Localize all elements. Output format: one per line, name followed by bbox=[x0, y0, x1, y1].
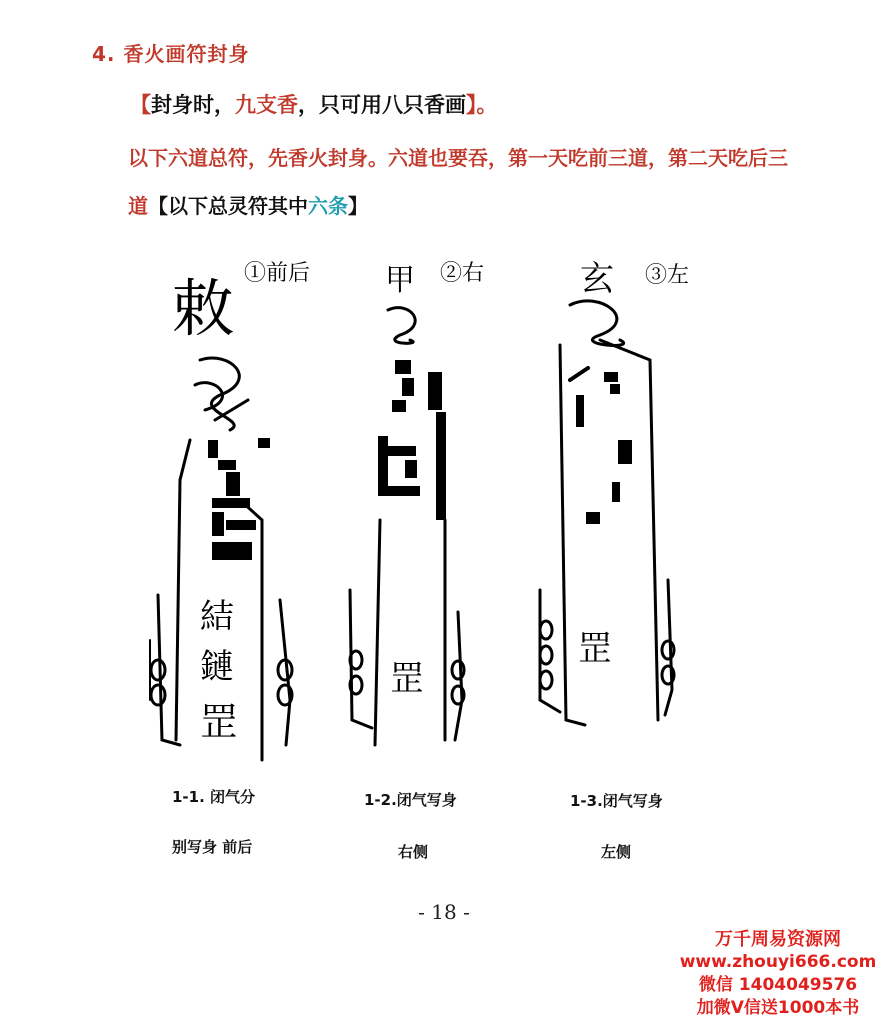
talisman-3-top-glyph: 玄 bbox=[580, 259, 614, 299]
talisman-1-label: ①前后 bbox=[244, 261, 311, 286]
caption-2-line-2: 右侧 bbox=[398, 843, 429, 861]
talisman-1 bbox=[150, 261, 310, 760]
talisman-2 bbox=[350, 261, 484, 745]
caption-1-line-2: 别写身 前后 bbox=[172, 838, 253, 856]
watermark-line-3: 微信 1404049576 bbox=[698, 975, 858, 995]
caption-2-line-1: 1-2.闭气写身 bbox=[364, 791, 457, 809]
talisman-1-mid-glyph: 結 bbox=[200, 597, 234, 637]
talisman-2-bottom-glyph: 罡 bbox=[390, 659, 424, 699]
instruction-text: 】 bbox=[348, 194, 368, 218]
instruction-text: 【以下总灵符其中 bbox=[148, 194, 308, 218]
talisman-3 bbox=[540, 259, 689, 725]
talisman-1-top-glyph: 敕 bbox=[172, 272, 235, 345]
page-number: - 18 - bbox=[418, 900, 470, 924]
talisman-2-top-glyph: 甲 bbox=[385, 263, 415, 298]
watermark bbox=[678, 928, 878, 1020]
talisman-1-bottom-glyph: 罡 bbox=[200, 700, 239, 744]
instruction-highlight: 道 bbox=[128, 194, 148, 218]
watermark-line-4: 加微V信送1000本书 bbox=[696, 998, 860, 1018]
watermark-line-2: www.zhouyi666.com bbox=[679, 952, 877, 972]
talisman-3-label: ③左 bbox=[645, 263, 690, 288]
watermark-line-1: 万千周易资源网 bbox=[715, 929, 841, 950]
caption-1-line-1: 1-1. 闭气分 bbox=[172, 788, 256, 806]
instruction-text: ，只可用八只香画 bbox=[298, 93, 466, 117]
instruction-text: 封身时， bbox=[151, 93, 235, 117]
talisman-3-bottom-glyph: 罡 bbox=[578, 629, 612, 669]
talisman-1-mid-glyph-2: 鏈 bbox=[200, 647, 234, 687]
instruction-highlight: 九支香 bbox=[235, 93, 298, 117]
instruction-line-2: 以下六道总符，先香火封身。六道也要吞，第一天吃前三道，第二天吃后三 bbox=[128, 146, 788, 170]
talisman-2-label: ②右 bbox=[440, 261, 485, 286]
bracket-open: 【 bbox=[130, 93, 151, 117]
section-heading: 4. 香火画符封身 bbox=[92, 42, 250, 66]
caption-3-line-2: 左侧 bbox=[601, 843, 632, 861]
caption-3-line-1: 1-3.闭气写身 bbox=[570, 792, 663, 810]
instruction-highlight-teal: 六条 bbox=[308, 194, 348, 218]
bracket-close: 】。 bbox=[466, 93, 498, 117]
